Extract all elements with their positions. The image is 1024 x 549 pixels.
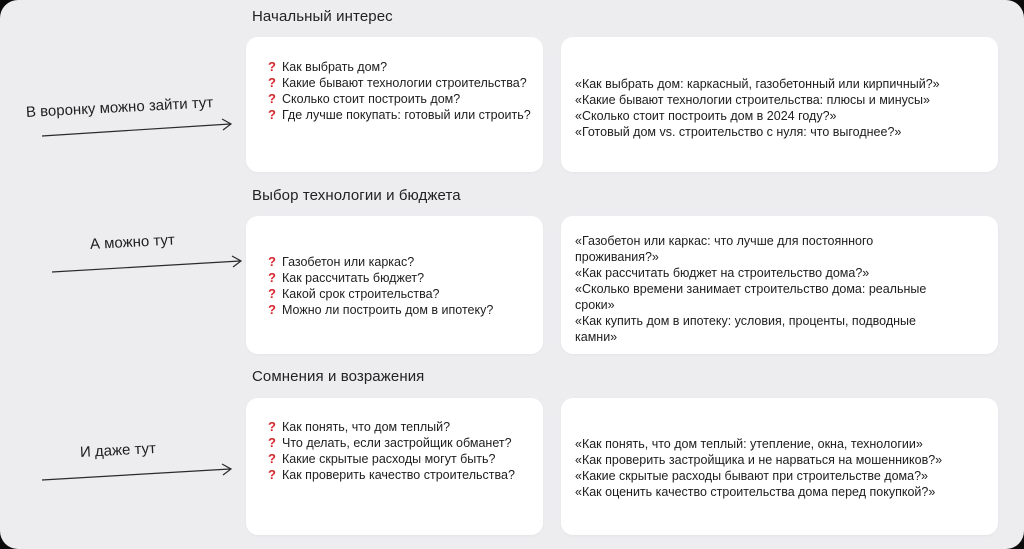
section-title-initial-interest: Начальный интерес — [252, 8, 393, 25]
question-item: ? Как проверить качество строительства? — [262, 467, 533, 483]
topic-item: «Сколько времени занимает строительство дома: реальные сроки» — [575, 282, 927, 312]
topic-item: «Какие скрытые расходы бывают при строительстве дома?» — [575, 469, 928, 483]
arrow-icon — [40, 460, 240, 484]
questions-card-doubts-objections — [246, 398, 543, 535]
question-item: ? Можно ли построить дом в ипотеку? — [262, 302, 533, 318]
side-label-or-here: А можно тут — [89, 231, 176, 253]
questions-card-technology-budget — [246, 216, 543, 354]
question-item: ? Сколько стоит построить дом? — [262, 91, 533, 107]
side-label-enter-here: В воронку можно зайти тут — [25, 94, 214, 121]
question-item: ? Какие бывают технологии строительства? — [262, 75, 533, 91]
red-question-mark-icon: ? — [268, 270, 276, 285]
topic-item: «Готовый дом vs. строительство с нуля: что выгоднее?» — [575, 125, 902, 139]
topics-card-initial-interest — [561, 37, 998, 172]
question-item: ? Как рассчитать бюджет? — [262, 270, 533, 286]
red-question-mark-icon: ? — [268, 419, 276, 434]
question-item: ? Что делать, если застройщик обманет? — [262, 435, 533, 451]
question-item: ? Газобетон или каркас? — [262, 254, 533, 270]
question-item: ? Какие скрытые расходы могут быть? — [262, 451, 533, 467]
questions-card-initial-interest — [246, 37, 543, 172]
topic-item: «Сколько стоит построить дом в 2024 году?» — [575, 109, 837, 123]
red-question-mark-icon: ? — [268, 467, 276, 482]
question-item: ? Какой срок строительства? — [262, 286, 533, 302]
red-question-mark-icon: ? — [268, 302, 276, 317]
question-item: ? Как выбрать дом? — [262, 59, 533, 75]
red-question-mark-icon: ? — [268, 75, 276, 90]
topics-card-doubts-objections — [561, 398, 998, 535]
red-question-mark-icon: ? — [268, 107, 276, 122]
red-question-mark-icon: ? — [268, 451, 276, 466]
arrow-icon — [40, 118, 240, 142]
topic-item: «Как выбрать дом: каркасный, газобетонный или кирпичный?» — [575, 77, 940, 91]
topic-item: «Как понять, что дом теплый: утепление, окна, технологии» — [575, 437, 923, 451]
question-item: ? Где лучше покупать: готовый или строить? — [262, 107, 533, 123]
topic-item: «Как купить дом в ипотеку: условия, проценты, подводные камни» — [575, 314, 916, 344]
red-question-mark-icon: ? — [268, 254, 276, 269]
topic-item: «Как оценить качество строительства дома перед покупкой?» — [575, 485, 936, 499]
topic-item: «Газобетон или каркас: что лучше для постоянного проживания?» — [575, 234, 874, 264]
question-item: ? Как понять, что дом теплый? — [262, 419, 533, 435]
topic-item: «Какие бывают технологии строительства: плюсы и минусы» — [575, 93, 930, 107]
red-question-mark-icon: ? — [268, 286, 276, 301]
section-title-technology-budget: Выбор технологии и бюджета — [252, 187, 461, 204]
arrow-icon — [50, 252, 250, 276]
red-question-mark-icon: ? — [268, 59, 276, 74]
section-title-doubts-objections: Сомнения и возражения — [252, 368, 425, 385]
red-question-mark-icon: ? — [268, 91, 276, 106]
red-question-mark-icon: ? — [268, 435, 276, 450]
topics-card-technology-budget — [561, 216, 998, 354]
topic-item: «Как проверить застройщика и не нарваться на мошенников?» — [575, 453, 943, 467]
side-label-even-here: И даже тут — [79, 440, 157, 461]
topic-item: «Как рассчитать бюджет на строительство дома?» — [575, 266, 870, 280]
